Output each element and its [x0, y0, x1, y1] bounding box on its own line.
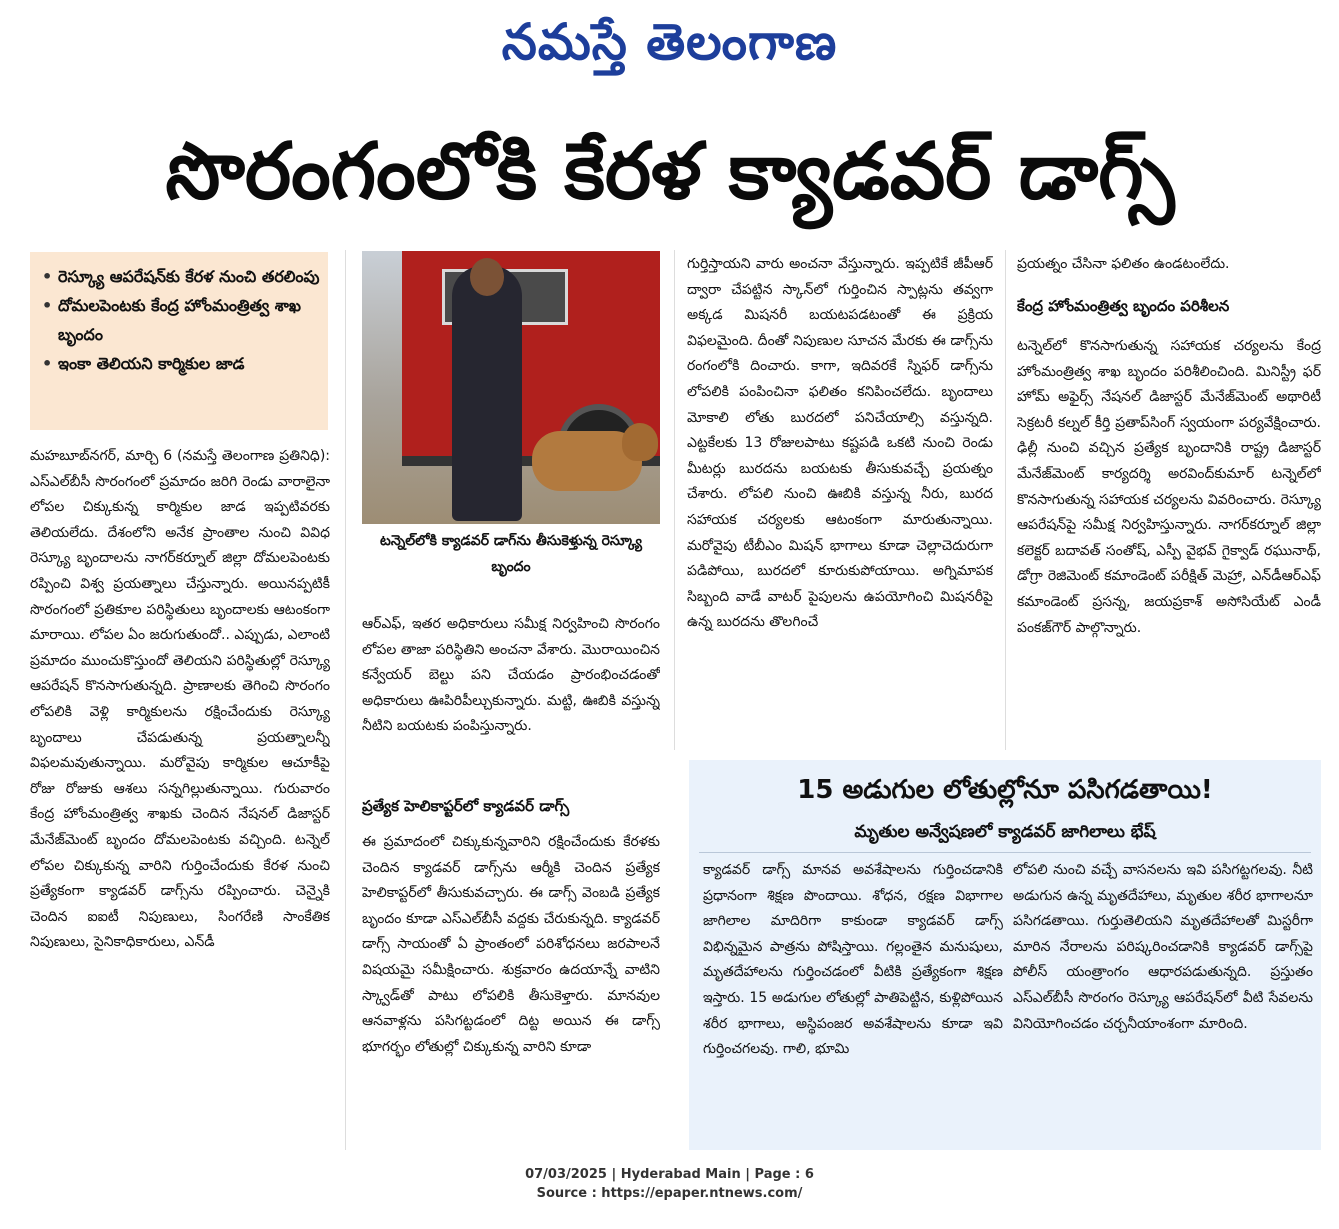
- article-column-4b: [1017, 334, 1321, 748]
- sidebar-story-title: 15 అడుగుల లోతుల్లోనూ పసిగడతాయి!: [797, 775, 1213, 805]
- worker-head: [470, 258, 504, 296]
- photo-caption: టన్నెల్‌లోకి క్యాడవర్ డాగ్‌ను తీసుకెళ్తున్న రెస్క్యూ బృందం: [380, 533, 642, 575]
- sidebar-story-subtitle: మృతుల అన్వేషణలో క్యాడవర్ జాగిలాలు భేష్: [854, 822, 1156, 842]
- article-column-3: [687, 252, 993, 748]
- rescue-worker-figure: [452, 266, 522, 521]
- column-divider: [674, 250, 675, 750]
- headline: సొరంగంలోకి కేరళ క్యాడవర్ డాగ్స్: [165, 127, 1175, 217]
- article-text: గుర్తిస్తాయని వారు అంచనా వేస్తున్నారు. ఇప్పటికే జీపీఆర్ ద్వారా చేపట్టిన స్కాన్‌లో గుర్తించిన స్పాట్లను తవ్వగా అక్కడ మిషనరీ బయటపడటంతో ఈ ప్రక్రియ విఫలమైంది. దీంతో నిపుణుల సూచన మేరకు ఈ డాగ్స్‌ను రంగంలోకి దించారు. కాగా, ఇదివరకే స్నిఫర్ డాగ్స్‌ను లోపలికి పంపించినా ఫలితం కనిపించలేదు. బృందాలు మోకాలి లోతు బురదలో పనిచేయాల్సి వస్తున్నది. ఎట్టకేలకు 13 రోజులపాటు కష్టపడి ఒకటి నుంచి రెండు మీటర్లు బురదను బయటకు తీసుకువచ్చే ప్రయత్నం చేశారు. లోపలి నుంచి ఊబికి వస్తున్న నీరు, బురద సహాయక చర్యలకు ఆటంకంగా మారుతున్నాయి. మరోవైపు టీబీఎం మిషన్ భాగాలు కూడా చెల్లాచెదురుగా పడిపోయి, బురదలో కూరుకుపోయాయి. అగ్నిమాపక సిబ్బంది వాడే వాటర్ పైపులను ఉపయోగించి మిషనరీపై ఉన్న బురదను తొలగించే: [687, 256, 993, 631]
- article-column-4a: [1017, 252, 1321, 280]
- article-text: ఆర్‌ఎఫ్, ఇతర అధికారులు సమీక్ష నిర్వహించి సొరంగం లోపల తాజా పరిస్థితిని అంచనా వేశారు. మొరాయించిన కన్వేయర్ బెల్టు పని చేయడం ప్రారంభించడంతో అధికారులు ఊపిరిపీల్చుకున్నారు. మట్టి, ఊబికి వస్తున్న నీటిని బయటకు పంపిస్తున్నారు.: [362, 616, 660, 735]
- highlights-box: [30, 252, 328, 430]
- source-link[interactable]: Source : https://epaper.ntnews.com/: [536, 1186, 803, 1201]
- sidebar-column-right: [1013, 858, 1313, 1143]
- section-subhead: ప్రత్యేక హెలికాప్టర్‌లో క్యాడవర్ డాగ్స్: [362, 797, 570, 815]
- highlight-item: [42, 291, 320, 349]
- bullet-icon: •: [42, 267, 53, 286]
- divider: [699, 852, 1311, 853]
- sidebar-text: క్యాడవర్ డాగ్స్ మానవ అవశేషాలను గుర్తించడానికి ప్రధానంగా శిక్షణ పొందాయి. శోధన, రక్షణ విభాగాల జాగిలాల మాదిరిగా కాకుండా క్యాడవర్ డాగ్స్ విభిన్నమైన పాత్రను పోషిస్తాయి. గల్లంతైన మనుషులు, మృతదేహాలను గుర్తించడంలో వీటికి ప్రత్యేకంగా శిక్షణ ఇస్తారు. 15 అడుగుల లోతుల్లో పాతిపెట్టిన, కుళ్లిపోయిన శరీర భాగాలు, అస్థిపంజర అవశేషాలను కూడా ఇవి గుర్తించగలవు. గాలి, భూమి: [703, 862, 1003, 1058]
- highlight-text: ఇంకా తెలియని కార్మికుల జాడ: [58, 354, 245, 373]
- column-divider: [1005, 250, 1006, 750]
- page-footer: [0, 1165, 1339, 1203]
- bullet-icon: •: [42, 296, 53, 315]
- article-column-2a: [362, 612, 660, 772]
- sidebar-column-left: [703, 858, 1003, 1143]
- column-divider: [345, 250, 346, 1150]
- section-subhead: కేంద్ర హోంమంత్రిత్వ బృందం పరిశీలన: [1017, 297, 1230, 315]
- sidebar-story-box: [689, 760, 1321, 1150]
- highlight-text: రెస్క్యూ ఆపరేషన్‌కు కేరళ నుంచి తరలింపు: [58, 267, 320, 286]
- article-column-1: [30, 444, 330, 1144]
- article-text: మహబూబ్‌నగర్, మార్చి 6 (నమస్తే తెలంగాణ ప్రతినిధి): ఎస్‌ఎల్‌బీసీ సొరంగంలో ప్రమాదం జరిగి రెండు వారాలైనా లోపల చిక్కుకున్న కార్మికుల జాడ ఇప్పటివరకు తెలియలేదు. దేశంలోని అనేక ప్రాంతాల నుంచి వివిధ రెస్క్యూ బృందాలను నాగర్‌కర్నూల్ జిల్లా దోమలపెంటకు రప్పించి విశ్వ ప్రయత్నాలు చేస్తున్నారు. అయినప్పటికీ సొరంగంలో ప్రతికూల పరిస్థితులు బృందాలకు ఆటంకంగా మారాయి. లోపల ఏం జరుగుతుందో.. ఎప్పుడు, ఎలాంటి ప్రమాదం ముంచుకొస్తుందో తెలియని పరిస్థితుల్లో రెస్క్యూ ఆపరేషన్ కొనసాగుతున్నది. ప్రాణాలకు తెగించి సొరంగం లోపలికి వెళ్లి కార్మికులను రక్షించేందుకు రెస్క్యూ బృందాలు చేపడుతున్న ప్రయత్నాలన్నీ విఫలమవుతున్నాయి. మరోవైపు కార్మికుల ఆచూకీపై రోజు రోజుకు ఆశలు సన్నగిల్లుతున్నాయి. గురువారం కేంద్ర హోంమంత్రిత్వ శాఖకు చెందిన నేషనల్ డిజాస్టర్ మేనేజ్‌మెంట్ బృందం దోమలపెంటకు వచ్చింది. టన్నెల్ లోపల చిక్కుకున్న వారిని గుర్తించేందుకు కేరళ నుంచి ప్రత్యేకంగా క్యాడవర్ డాగ్స్‌ను రప్పించారు. చెన్నైకి చెందిన ఐఐటీ నిపుణులు, సింగరేణి సాంకేతిక నిపుణులు, సైనికాధికారులు, ఎన్‌డీ: [30, 448, 330, 951]
- edition-info: 07/03/2025 | Hyderabad Main | Page : 6: [525, 1167, 814, 1182]
- article-column-2b: [362, 830, 660, 1144]
- bullet-icon: •: [42, 354, 53, 373]
- article-text: టన్నెల్‌లో కొనసాగుతున్న సహాయక చర్యలను కేంద్ర హోంమంత్రిత్వ శాఖ బృందం పరిశీలించింది. మినిస్ట్రీ ఫర్ హోమ్ అఫైర్స్ నేషనల్ డిజాస్టర్ మేనేజ్‌మెంట్ అథారిటీ సెక్రటరీ కల్నల్ కీర్తి ప్రతాప్‌సింగ్ స్వయంగా పర్యవేక్షించారు. ఢిల్లీ నుంచి వచ్చిన ప్రత్యేక బృందానికి రాష్ట్ర డిజాస్టర్ మేనేజ్‌మెంట్ కార్యదర్శి అరవింద్‌కుమార్ టన్నెల్‌లో కొనసాగుతున్న సహాయక చర్యలను వివరించారు. రెస్క్యూ ఆపరేషన్‌పై సమీక్ష నిర్వహిస్తున్నారు. నాగర్‌కర్నూల్ జిల్లా కలెక్టర్ బదావత్ సంతోష్, ఎస్పీ వైభవ్ గైక్వాడ్ రఘునాథ్, డోగ్రా రెజిమెంట్ కమాండెంట్ పరీక్షిత్ మెహ్రా, ఎన్‌డీఆర్‌ఎఫ్ కమాండెంట్ ప్రసన్న, జయప్రకాశ్ అసోసియేట్ ఎండీ పంకజ్‌గౌర్ పాల్గొన్నారు.: [1017, 338, 1321, 636]
- sidebar-text: లోపలి నుంచి వచ్చే వాసనలను ఇవి పసిగట్టగలవు. నీటి అడుగున ఉన్న మృతదేహాలు, మృతుల శరీర భాగాలనూ పసిగడతాయి. గుర్తుతెలియని మృతదేహాలతో మిస్టరీగా మారిన నేరాలను పరిష్కరించడానికి క్యాడవర్ డాగ్స్‌పై పోలీస్ యంత్రాంగం ఆధారపడుతున్నది. ప్రస్తుతం ఎస్‌ఎల్‌బీసీ సొరంగం రెస్క్యూ ఆపరేషన్‌లో వీటి సేవలను వినియోగించడం చర్చనీయాంశంగా మారింది.: [1013, 862, 1313, 1032]
- highlight-item: [42, 349, 320, 378]
- cadaver-dog-figure: [532, 431, 642, 491]
- article-text: ప్రయత్నం చేసినా ఫలితం ఉండటంలేదు.: [1017, 256, 1230, 272]
- article-text: ఈ ప్రమాదంలో చిక్కుకున్నవారిని రక్షించేందుకు కేరళకు చెందిన క్యాడవర్ డాగ్స్‌ను ఆర్మీకి చెందిన ప్రత్యేక హెలికాప్టర్‌లో తీసుకువచ్చారు. ఈ డాగ్స్ వెంబడి ప్రత్యేక బృందం కూడా ఎస్‌ఎల్‌బీసీ వద్దకు చేరుకున్నది. క్యాడవర్ డాగ్స్ సాయంతో ఏ ప్రాంతంలో పరిశోధనలు జరపాలనే విషయమై సమీక్షించారు. శుక్రవారం ఉదయాన్నే వాటిని స్క్వాడ్‌తో పాటు లోపలికి తీసుకెళ్తారు. మానవుల ఆనవాళ్లను పసిగట్టడంలో దిట్ట అయిన ఈ డాగ్స్ భూగర్భం లోతుల్లో చిక్కుకున్న వారిని కూడా: [362, 834, 660, 1055]
- masthead-logo: నమస్తే తెలంగాణ: [501, 13, 838, 71]
- highlight-text: దోమలపెంటకు కేంద్ర హోంమంత్రిత్వ శాఖ బృందం: [58, 296, 301, 344]
- highlight-item: [42, 262, 320, 291]
- news-photo: [362, 251, 660, 524]
- dog-head: [622, 423, 658, 461]
